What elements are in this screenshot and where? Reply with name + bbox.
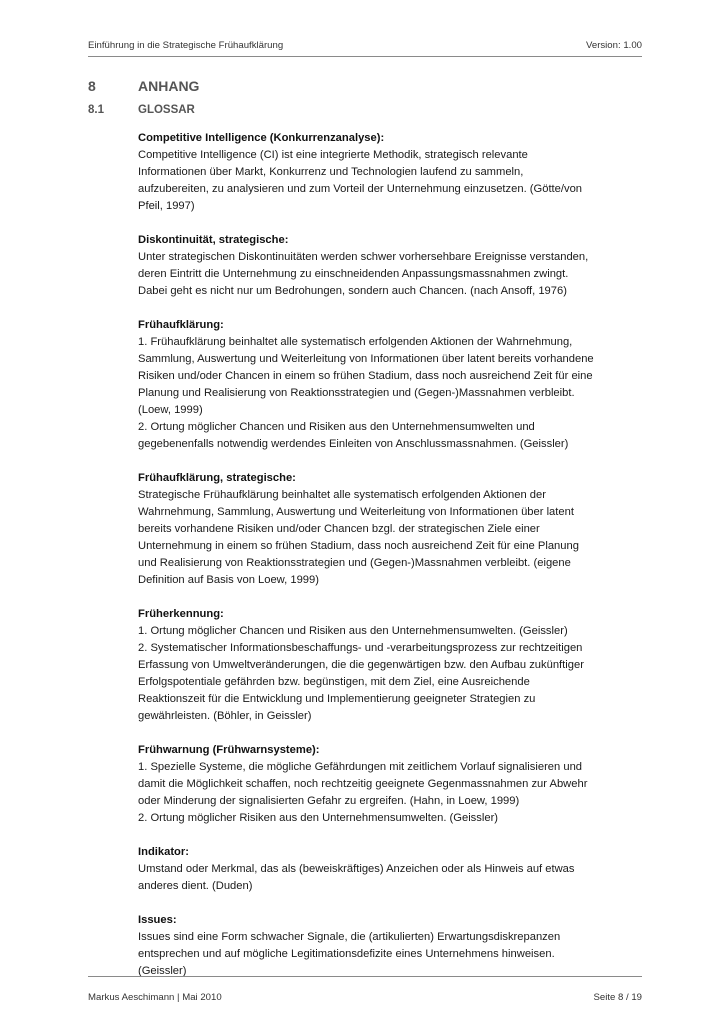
glossary-definition-line: Erfassung von Umweltveränderungen, die die gegenwärtigen bzw. den Aufbau zukünftiger (138, 659, 584, 671)
footer-divider (88, 976, 642, 977)
glossary-term: Frühaufklärung: (138, 319, 224, 331)
glossary-definition-line: entsprechen und auf mögliche Legitimationsdefizite eines Unternehmens hinweisen. (138, 948, 555, 960)
glossary-definition-line: Umstand oder Merkmal, das als (beweiskräftiges) Anzeichen oder als Hinweis auf etwas (138, 863, 575, 875)
glossary-term: Frühwarnung (Frühwarnsysteme): (138, 744, 320, 756)
subsection-number: 8.1 (88, 104, 104, 116)
section-title: ANHANG (138, 78, 200, 94)
glossary-entry (138, 232, 648, 300)
glossary-list (138, 130, 648, 997)
glossary-definition-line: Strategische Frühaufklärung beinhaltet alle systematisch erfolgenden Aktionen der (138, 489, 546, 501)
glossary-definition-line: 2. Systematischer Informationsbeschaffungs- und -verarbeitungsprozess zur rechtzeitigen (138, 642, 583, 654)
glossary-definition-line: anderes dient. (Duden) (138, 880, 253, 892)
subsection-title: GLOSSAR (138, 104, 195, 116)
glossary-entry (138, 912, 648, 980)
glossary-definition-line: Issues sind eine Form schwacher Signale, die (artikulierten) Erwartungsdiskrepanzen (138, 931, 561, 943)
glossary-definition-line: 1. Ortung möglicher Chancen und Risiken aus den Unternehmensumwelten. (Geissler) (138, 625, 568, 637)
glossary-definition-line: Unter strategischen Diskontinuitäten werden schwer vorhersehbare Ereignisse verstanden, (138, 251, 589, 263)
glossary-definition-line: 1. Frühaufklärung beinhaltet alle systematisch erfolgenden Aktionen der Wahrnehmung, (138, 336, 573, 348)
glossary-definition-line: (Loew, 1999) (138, 404, 203, 416)
glossary-definition-line: und Realisierung von Reaktionsstrategien und (Gegen-)Massnahmen verbleibt. (eigene (138, 557, 571, 569)
glossary-definition-line: Planung und Realisierung von Reaktionsstrategien und (Gegen-)Massnahmen verbleibt. (138, 387, 575, 399)
glossary-definition-line: Unternehmung in einem so frühen Stadium, dass noch ausreichend Zeit für eine Planung (138, 540, 579, 552)
document-title: Einführung in die Strategische Frühaufklärung (88, 40, 284, 51)
header-divider (88, 56, 642, 57)
document-version: Version: 1.00 (585, 40, 642, 51)
footer-author: Markus Aeschimann | Mai 2010 (88, 992, 222, 1003)
glossary-entry (138, 130, 648, 215)
section-number: 8 (88, 78, 96, 94)
glossary-definition-line: deren Eintritt die Unternehmung zu einschneidenden Anpassungsmassnahmen zwingt. (138, 268, 569, 280)
glossary-entry (138, 742, 648, 827)
page-header (88, 40, 642, 51)
glossary-term: Diskontinuität, strategische: (138, 234, 289, 246)
glossary-definition-line: 2. Ortung möglicher Chancen und Risiken aus den Unternehmensumwelten und (138, 421, 535, 433)
glossary-definition-line: Competitive Intelligence (CI) ist eine integrierte Methodik, strategisch relevante (138, 149, 528, 161)
glossary-definition-line: Erfolgspotentiale gefährden bzw. begünstigen, mit dem Ziel, eine Ausreichende (138, 676, 530, 688)
glossary-definition-line: oder Minderung der signalisierten Gefahr zu ergreifen. (Hahn, in Loew, 1999) (138, 795, 520, 807)
glossary-definition-line: (Geissler) (138, 965, 187, 977)
glossary-definition-line: Dabei geht es nicht nur um Bedrohungen, sondern auch Chancen. (nach Ansoff, 1976) (138, 285, 567, 297)
glossary-definition-line: Sammlung, Auswertung und Weiterleitung von Informationen über latent bereits vorhandene (138, 353, 594, 365)
glossary-entry (138, 606, 648, 725)
page-footer (88, 992, 642, 1003)
glossary-definition-line: aufzubereiten, zu analysieren und zum Vorteil der Unternehmung einzusetzen. (Götte/von (138, 183, 583, 195)
glossary-entry (138, 317, 648, 453)
glossary-definition-line: damit die Möglichkeit schaffen, noch rechtzeitig geeignete Gegenmassnahmen zur Abwehr (138, 778, 588, 790)
glossary-entry (138, 844, 648, 895)
glossary-definition-line: Wahrnehmung, Sammlung, Auswertung und Weiterleitung von Informationen über latent (138, 506, 574, 518)
glossary-definition-line: Informationen über Markt, Konkurrenz und Technologien laufend zu sammeln, (138, 166, 524, 178)
page-number: Seite 8 / 19 (593, 992, 642, 1003)
glossary-term: Indikator: (138, 846, 189, 858)
glossary-definition-line: bereits vorhandene Risiken und/oder Chancen bzgl. der strategischen Ziele einer (138, 523, 540, 535)
glossary-entry (138, 470, 648, 589)
glossary-term: Frühaufklärung, strategische: (138, 472, 296, 484)
glossary-definition-line: Pfeil, 1997) (138, 200, 195, 212)
glossary-definition-line: gewährleisten. (Böhler, in Geissler) (138, 710, 312, 722)
glossary-term: Competitive Intelligence (Konkurrenzanalyse): (138, 132, 385, 144)
glossary-definition-line: Risiken und/oder Chancen in einem so frühen Stadium, dass noch ausreichend Zeit für eine (138, 370, 593, 382)
glossary-definition-line: 1. Spezielle Systeme, die mögliche Gefährdungen mit zeitlichem Vorlauf signalisieren und (138, 761, 583, 773)
glossary-definition-line: gegebenenfalls notwendig werdendes Einleiten von Anschlussmassnahmen. (Geissler) (138, 438, 569, 450)
glossary-definition-line: 2. Ortung möglicher Risiken aus den Unternehmensumwelten. (Geissler) (138, 812, 499, 824)
glossary-definition-line: Reaktionszeit für die Entwicklung und Implementierung geeigneter Strategien zu (138, 693, 536, 705)
glossary-term: Früherkennung: (138, 608, 224, 620)
glossary-term: Issues: (138, 914, 177, 926)
glossary-definition-line: Definition auf Basis von Loew, 1999) (138, 574, 319, 586)
